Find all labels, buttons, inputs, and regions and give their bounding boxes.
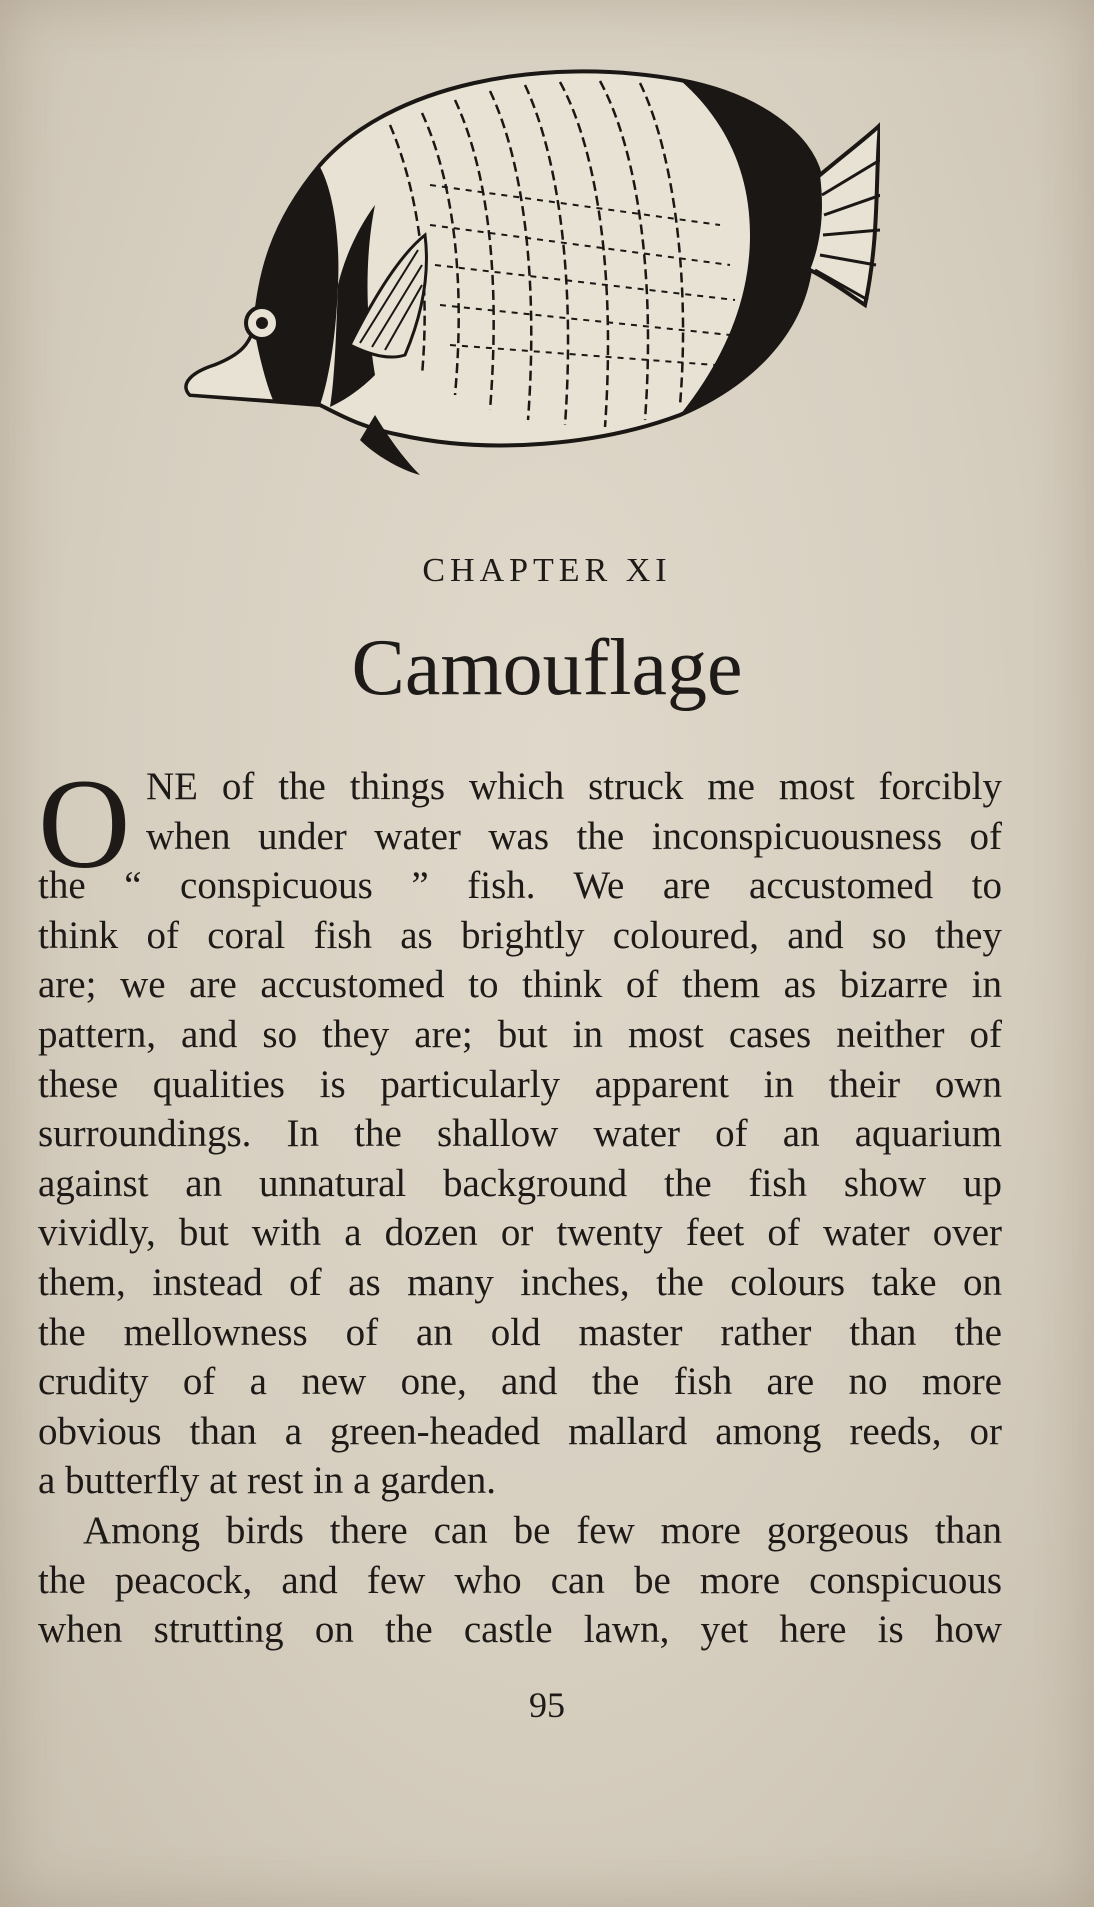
text-line: NE of the things which struck me most forcibly [146, 765, 1002, 808]
text-line: obvious than a green-headed mallard among reeds, or [38, 1409, 1002, 1453]
text-line: crudity of a new one, and the fish are no more [38, 1360, 1002, 1404]
text-line: vividly, but with a dozen or twenty feet of water over [38, 1211, 1002, 1255]
chapter-label: CHAPTER XI [422, 552, 672, 589]
chapter-title: Camouflage [351, 624, 743, 712]
text-line: think of coral fish as brightly coloured, and so they [38, 913, 1002, 957]
text-line: against an unnatural background the fish show up [38, 1161, 1002, 1205]
text-line: are; we are accustomed to think of them as bizarre in [38, 963, 1002, 1007]
text-line: the peacock, and few who can be more conspicuous [38, 1558, 1002, 1602]
text-line: these qualities is particularly apparent in their own [38, 1062, 1002, 1106]
text-line: pattern, and so they are; but in most cases neither of [38, 1012, 1002, 1056]
chapter-body [38, 753, 1002, 1655]
text-line: when under water was the inconspicuousness of [146, 814, 1002, 858]
text-line: the “ conspicuous ” fish. We are accustomed to [38, 864, 1002, 908]
text-line: when strutting on the castle lawn, yet here is how [38, 1608, 1002, 1652]
butterflyfish-illustration [160, 55, 880, 525]
text-line: a butterfly at rest in a garden. [38, 1459, 497, 1503]
text-line: them, instead of as many inches, the colours take on [38, 1260, 1002, 1304]
text-line: surroundings. In the shallow water of an aquarium [38, 1112, 1002, 1156]
drop-cap: O [38, 753, 131, 895]
page-number: 95 [529, 1685, 565, 1725]
text-line: Among birds there can be few more gorgeous than [83, 1508, 1002, 1552]
text-line: the mellowness of an old master rather than the [38, 1310, 1002, 1354]
